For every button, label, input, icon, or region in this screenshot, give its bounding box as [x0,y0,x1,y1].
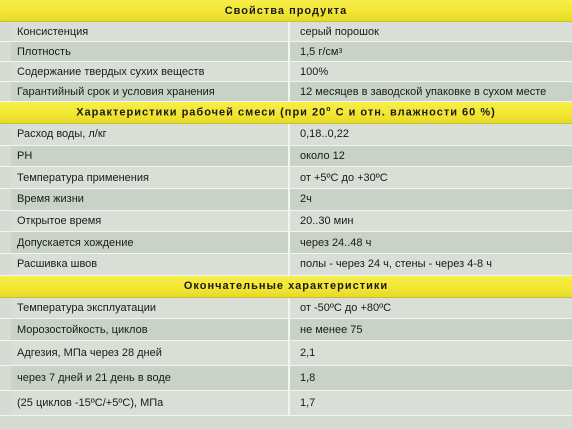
row-value: от +5ºС до +30ºС [288,167,572,188]
section-title-part: С и отн. влажности 60 %) [331,106,496,119]
table-row [0,366,572,391]
row-label: Допускается хождение [11,232,288,253]
row-value: 2,1 [288,341,572,365]
row-label: Плотность [11,42,288,61]
table-row [0,146,572,168]
table-row [0,254,572,276]
row-value: серый порошок [288,22,572,41]
table-row [0,391,572,416]
row-value [288,42,572,61]
row-label: Консистенция [11,22,288,41]
row-value: через 24..48 ч [288,232,572,253]
row-value: 0,18..0,22 [288,124,572,145]
table-row [0,189,572,211]
row-value: не менее 75 [288,319,572,340]
row-label: Расшивка швов [11,254,288,275]
table-row [0,22,572,42]
row-label: Содержание твердых сухих веществ [11,62,288,81]
table-row [0,298,572,320]
row-value: 20..30 мин [288,211,572,232]
section-title [76,106,496,119]
row-value: около 12 [288,146,572,167]
table-row [0,124,572,146]
row-label: Температура эксплуатации [11,298,288,319]
table-row [0,232,572,254]
table-row [0,211,572,233]
row-value: 1,8 [288,366,572,390]
row-label: PH [11,146,288,167]
row-value: 2ч [288,189,572,210]
row-value: 1,7 [288,391,572,415]
row-value: 100% [288,62,572,81]
row-value: полы - через 24 ч, стены - через 4-8 ч [288,254,572,275]
table-row [0,341,572,366]
section-title: Свойства продукта [224,4,348,17]
row-label: Адгезия, МПа через 28 дней [11,341,288,365]
row-label: через 7 дней и 21 день в воде [11,366,288,390]
table-row [0,167,572,189]
row-label: Гарантийный срок и условия хранения [11,82,288,101]
row-value: от -50ºС до +80ºС [288,298,572,319]
row-label: Морозостойкость, циклов [11,319,288,340]
table-row [0,82,572,102]
section-product-properties [0,0,572,102]
row-label: Температура применения [11,167,288,188]
section-header [0,102,572,124]
degree-superscript: о [326,106,332,114]
section-header [0,0,572,22]
value-superscript: 3 [338,48,343,55]
table-row [0,62,572,82]
section-working-mix [0,102,572,276]
row-value: 12 месяцев в заводской упаковке в сухом месте [288,82,572,101]
table-row [0,319,572,341]
section-title: Окончательные характеристики [183,280,389,293]
section-title-part: Характеристики рабочей смеси (при 20 [76,106,327,119]
section-final-characteristics [0,276,572,416]
value-text: 1,5 г/см [300,45,339,58]
row-label: (25 циклов -15ºС/+5ºС), МПа [11,391,288,415]
section-header [0,276,572,298]
table-row [0,42,572,62]
row-label: Расход воды, л/кг [11,124,288,145]
row-label: Время жизни [11,189,288,210]
row-label: Открытое время [11,211,288,232]
